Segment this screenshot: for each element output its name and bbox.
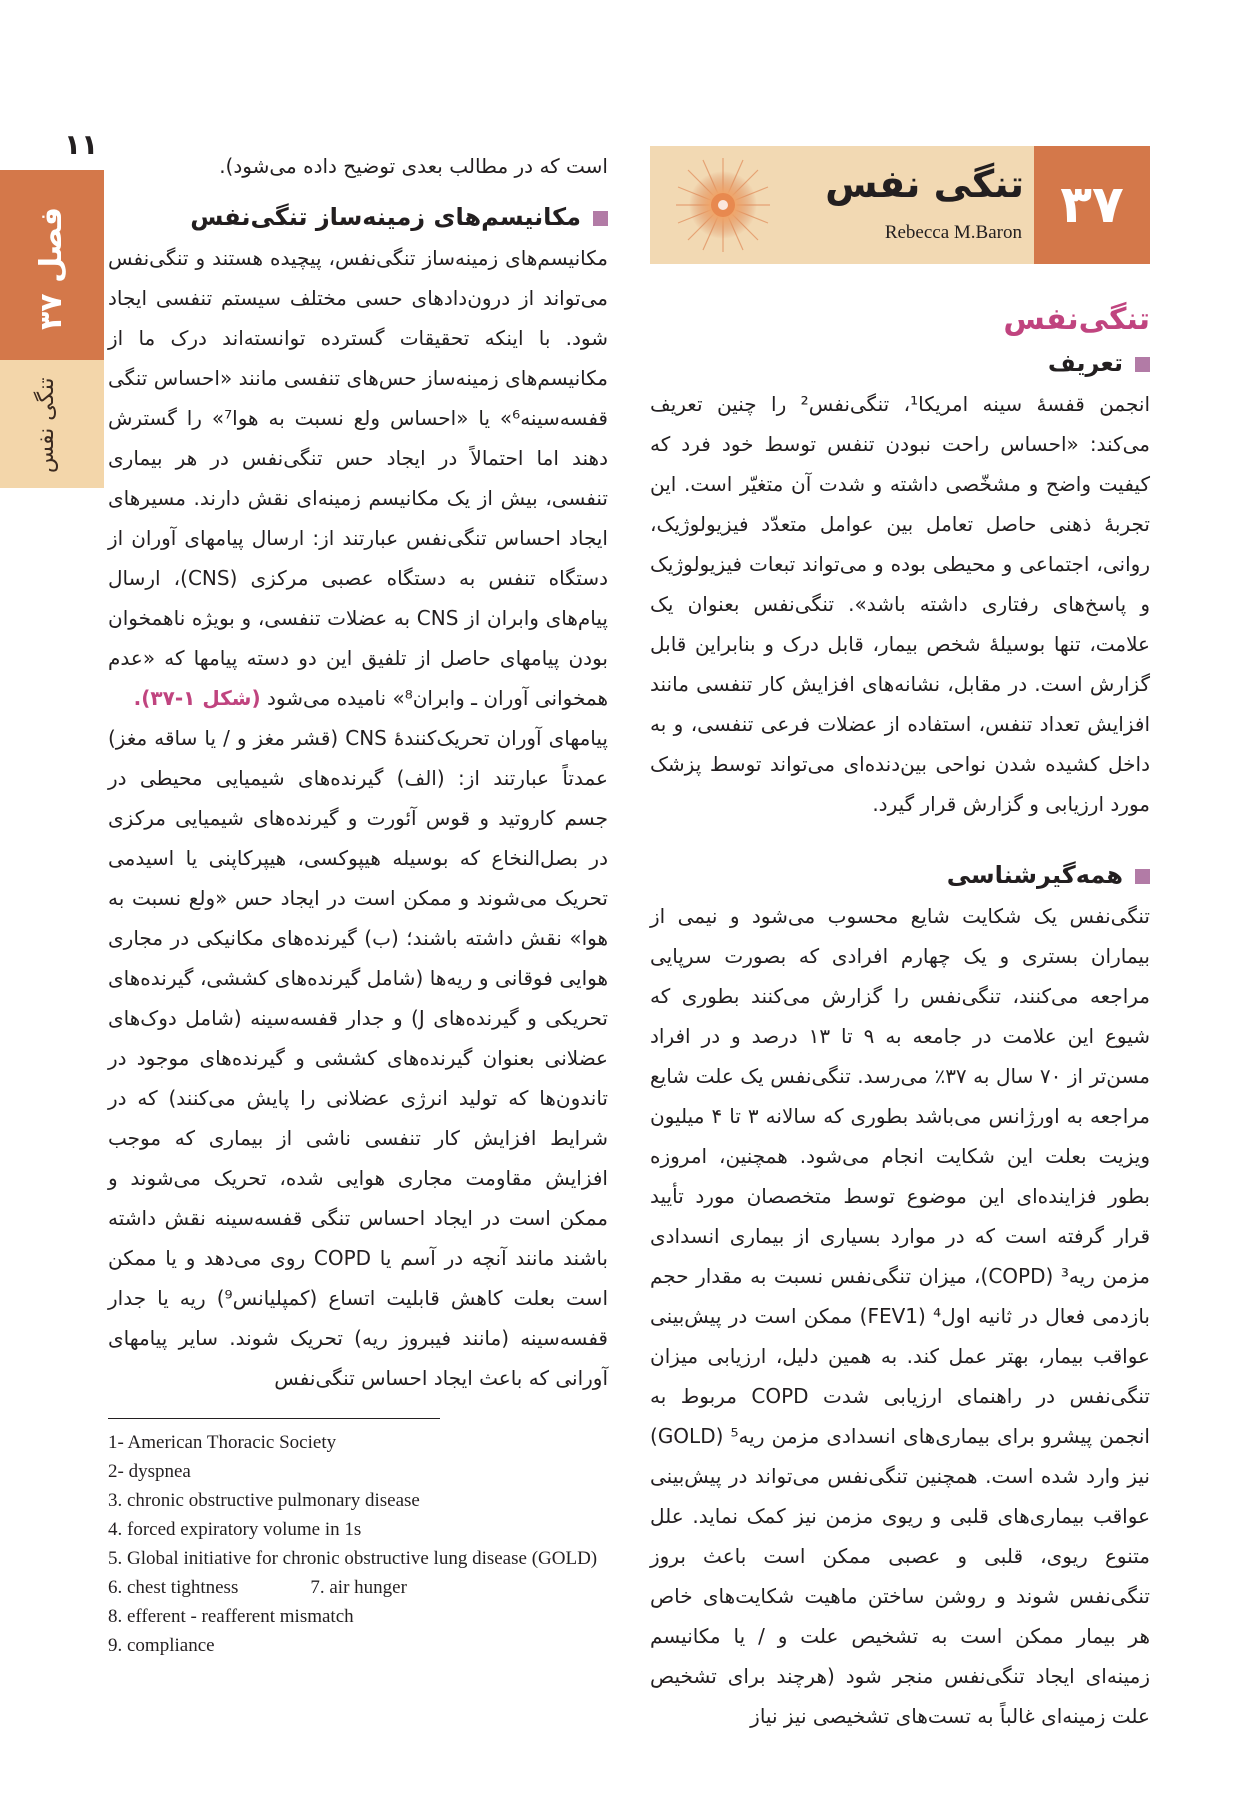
side-tab-topic-label: تنگی نفس xyxy=(34,377,59,473)
chapter-number: ۳۷ xyxy=(1034,146,1150,264)
chapter-title: تنگی نفس xyxy=(825,162,1024,206)
definition-paragraph: انجمن قفسهٔ سینه امریکا¹، تنگی‌نفس² را چنین تعریف می‌کند: «احساس راحت نبودن تنفس توسط خود فرد که کیفیت واضح و مشخّصی داشته و شدت آن متغیّر است. این تجربهٔ ذهنی حاصل تعامل بین عوامل متعدّد فیزیولوژیک، روانی، اجتماعی و محیطی بوده و می‌تواند تبعات فیزیولوژیک و پاسخ‌های رفتاری داشته باشد». تنگی‌نفس بعنوان یک علامت، تنها بوسیلهٔ شخص بیمار، قابل درک و بنابراین قابل گزارش است. در مقابل، نشانه‌های افزایش کار تنفسی مانند افزایش تعداد تنفس، استفاده از عضلات فرعی تنفسی، و به داخل کشیده شدن نواحی بین‌دنده‌ای می‌تواند توسط پزشک مورد ارزیابی و گزارش قرار گیرد. xyxy=(650,392,1151,816)
footnote-4: 4. forced expiratory volume in 1s xyxy=(108,1519,362,1540)
footnote-row-6-7 xyxy=(108,1573,608,1602)
footnote-6: 6. chest tightness xyxy=(108,1577,239,1598)
footnote-divider xyxy=(108,1418,440,1419)
footnote-5: 5. Global initiative for chronic obstructive lung disease (GOLD) xyxy=(108,1548,598,1569)
chapter-header xyxy=(650,146,1150,264)
definition-heading xyxy=(650,342,1150,384)
chapter-author: Rebecca M.Baron xyxy=(884,222,1022,243)
right-column xyxy=(650,290,1150,1736)
mechanisms-paragraph-1 xyxy=(108,238,608,718)
definition-heading-text: تعریف xyxy=(1047,349,1123,377)
sun-illustration-icon xyxy=(668,152,778,258)
left-column xyxy=(108,146,608,1398)
footnote-2: 2- dyspnea xyxy=(108,1461,191,1482)
footnotes xyxy=(108,1428,608,1660)
epidemiology-paragraph: تنگی‌نفس یک شکایت شایع محسوب می‌شود و نیمی از بیماران بستری و یک چهارم افرادی که بصورت سرپایی مراجعه می‌کنند، تنگی‌نفس را گزارش می‌کنند بطوری که شیوع این علامت در جامعه به ۹ تا ۱۳ درصد و در افراد مسن‌تر از ۷۰ سال به ۳۷٪ می‌رسد. تنگی‌نفس یک علت شایع مراجعه به اورژانس می‌باشد بطوری که سالانه ۳ تا ۴ میلیون ویزیت بعلت این شکایت انجام می‌شود. همچنین، امروزه بطور فزاینده‌ای این موضوع توسط متخصصان مورد تأیید قرار گرفته است که در موارد بسیاری از بیماری انسدادی مزمن ریه³ (COPD)، میزان تنگی‌نفس نسبت به مقدار حجم بازدمی فعال در ثانیه اول⁴ (FEV1) ممکن است در پیش‌بینی عواقب بیمار، بهتر عمل کند. به همین دلیل، ارزیابی میزان تنگی‌نفس در راهنمای ارزیابی شدت COPD مربوط به انجمن پیشرو برای بیماری‌های انسدادی مزمن ریه⁵ (GOLD) نیز وارد شده است. همچنین تنگی‌نفس می‌تواند در پیش‌بینی عواقب بیماری‌های قلبی و ریوی مزمن نیز کمک نماید. علل متنوع ریوی، قلبی و عصبی ممکن است باعث بروز تنگی‌نفس شوند و روشن ساختن ماهیت شکایت‌های خاص هر بیمار ممکن است به تشخیص علت و / یا مکانیسم زمینه‌ای ایجاد تنگی‌نفس منجر شود (هرچند برای تشخیص علت زمینه‌ای غالباً به تست‌های تشخیصی نیز نیاز xyxy=(650,904,1151,1728)
footnote-1: 1- American Thoracic Society xyxy=(108,1432,337,1453)
square-bullet-icon xyxy=(1135,357,1150,372)
footnote-9: 9. compliance xyxy=(108,1635,215,1656)
footnote-3: 3. chronic obstructive pulmonary disease xyxy=(108,1490,420,1511)
mechanisms-paragraph-2: پیامهای آوران تحریک‌کنندهٔ CNS (قشر مغز و / یا ساقه مغز) عمدتاً عبارتند از: (الف) گیرنده‌های شیمیایی محیطی در جسم کاروتید و قوس آئورت و گیرنده‌های شیمیایی مرکزی در بصل‌النخاع که بوسیله هیپوکسی، هیپرکاپنی یا اسیدمی تحریک می‌شوند و ممکن است در ایجاد حس «ولع نسبت به هوا» نقش داشته باشند؛ (ب) گیرنده‌های مکانیکی در مجاری هوایی فوقانی و ریه‌ها (شامل گیرنده‌های کششی، گیرنده‌های تحریکی و گیرنده‌های J) و جدار قفسه‌سینه (شامل دوک‌های عضلانی بعنوان گیرنده‌های کششی و گیرنده‌های موجود در تاندون‌ها که تولید انرژی عضلانی را پایش می‌کنند) که در شرایط افزایش کار تنفسی ناشی از بیماری که موجب افزایش مقاومت مجاری هوایی شده، تحریک می‌شوند و ممکن است در ایجاد احساس تنگی قفسه‌سینه نقش داشته باشند مانند آنچه در آسم یا COPD روی می‌دهد و یا ممکن است بعلت کاهش قابلیت اتساع (کمپلیانس⁹) ریه یا جدار قفسه‌سینه (مانند فیبروز ریه) تحریک شوند. سایر پیامهای آورانی که باعث ایجاد احساس تنگی‌نفس xyxy=(108,726,608,1390)
continuation-paragraph: است که در مطالب بعدی توضیح داده می‌شود). xyxy=(219,154,608,178)
mechanisms-paragraph-1-text: مکانیسم‌های زمینه‌ساز تنگی‌نفس، پیچیده هستند و تنگی‌نفس می‌تواند از درون‌دادهای حسی مختلف سیستم تنفسی ایجاد شود. با اینکه تحقیقات گسترده توانسته‌اند درک ما از مکانیسم‌های زمینه‌ساز حس‌های تنفسی مانند «احساس تنگی قفسه‌سینه⁶» یا «احساس ولع نسبت به هوا⁷» را گسترش دهند اما احتمالاً در ایجاد حس تنگی‌نفس در هر بیماری تنفسی، بیش از یک مکانیسم زمینه‌ای نقش دارند. مسیرهای ایجاد احساس تنگی‌نفس عبارتند از: ارسال پیامهای آوران از دستگاه تنفس به دستگاه عصبی مرکزی (CNS)، ارسال پیام‌های وابران از CNS به عضلات تنفسی، و بویژه ناهمخوان بودن پیامهای حاصل از تلفیق این دو دسته پیامها که «عدم همخوانی آوران ـ وابران⁸» نامیده می‌شود xyxy=(108,246,608,710)
side-tab-chapter xyxy=(0,170,104,360)
side-tab-chapter-label: فصل ۳۷ xyxy=(34,206,69,330)
square-bullet-icon xyxy=(1135,869,1150,884)
epidemiology-heading xyxy=(650,854,1150,896)
figure-reference-link[interactable]: (شکل ۱-۳۷). xyxy=(133,686,261,710)
square-bullet-icon xyxy=(593,211,608,226)
footnote-7: 7. air hunger xyxy=(310,1577,407,1598)
chapter-title-bar xyxy=(650,146,1034,264)
page-number: ۱۱ xyxy=(64,128,99,161)
mechanisms-heading xyxy=(108,196,608,238)
mechanisms-heading-text: مکانیسم‌های زمینه‌ساز تنگی‌نفس xyxy=(190,203,581,231)
section-title: تنگی‌نفس xyxy=(1003,302,1150,337)
footnote-8: 8. efferent - reafferent mismatch xyxy=(108,1606,354,1627)
epidemiology-heading-text: همه‌گیرشناسی xyxy=(946,861,1123,889)
side-tab-topic xyxy=(0,360,104,488)
